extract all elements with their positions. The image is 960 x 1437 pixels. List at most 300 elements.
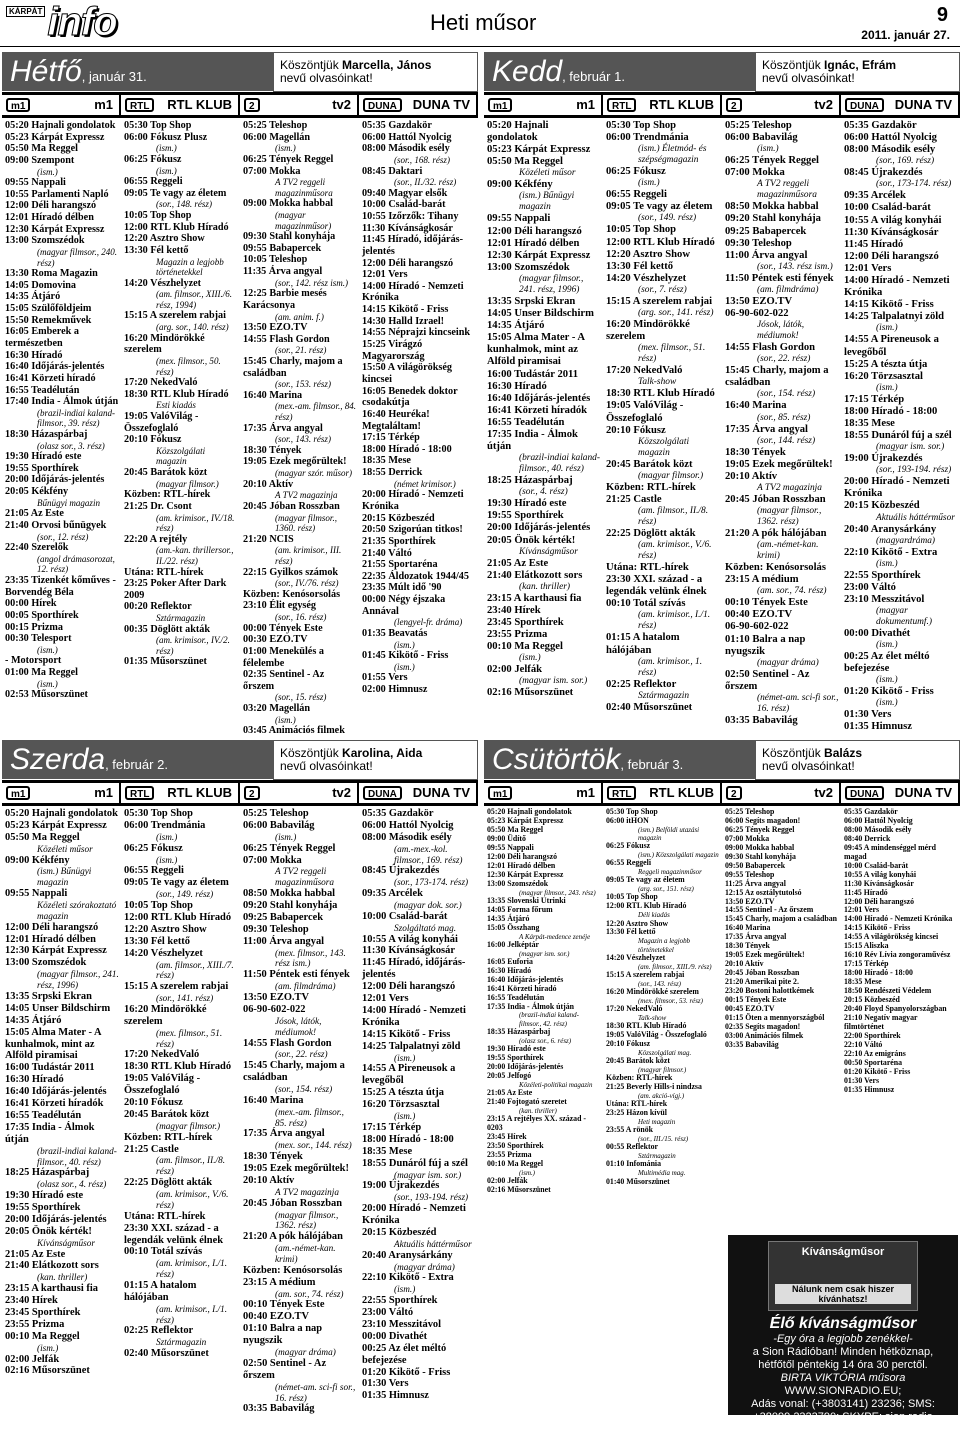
programme-title: 20:45 Jóban Rosszban — [243, 500, 340, 512]
programme-entry — [484, 1072, 601, 1089]
programme-entry — [2, 429, 119, 451]
programme-detail: Közéleti-politikai magazin — [519, 1080, 593, 1089]
day-title: Hétfő — [10, 55, 82, 88]
programme-detail: (sor., 4. rész) — [519, 487, 568, 498]
programme-title: 22:25 Döglött akták — [124, 1177, 213, 1189]
programme-entry — [603, 954, 720, 971]
programme-entry — [841, 582, 958, 594]
programme-title: 23:35 Tizenkét kőműves - Borvendég Béla — [5, 575, 116, 598]
programme-title: 14:55 A világörökség kincsei — [844, 932, 939, 942]
programme-title: 19:30 Híradó este — [5, 451, 82, 463]
programme-detail: (am. akció-vígj.) — [638, 1092, 685, 1101]
programme-title: 05:50 Ma Reggel — [487, 824, 544, 834]
programme-detail: (am. filmsor., XIII./6. rész, 1994) — [156, 289, 233, 310]
channel-column — [841, 808, 958, 1195]
programme-entry — [2, 945, 119, 957]
programme-title: 06:00 Hattól Nyolcig — [844, 132, 937, 144]
programme-title: 08:40 Derrick — [844, 833, 891, 843]
programme-detail: (sor., 173-174. rész) — [394, 877, 469, 888]
programme-entry — [240, 567, 357, 589]
programme-entry — [240, 589, 357, 601]
programme-title: 16:00 Tudástár 2011 — [487, 368, 579, 380]
channel-bar — [2, 92, 478, 118]
programme-detail: (am. krimisor., I./1. rész) — [638, 610, 711, 632]
programme-entry — [484, 320, 601, 332]
ad-line: a Sion Rádióban! Minden hétköznap, — [752, 1346, 934, 1358]
programme-title: 01:15 A hatalom hálójában — [124, 1279, 197, 1303]
programme-title: 17:20 NekedValó — [124, 377, 198, 389]
programme-title: 17:35 India - Álmok útján — [5, 1121, 95, 1145]
programme-title: 13:00 Szomszédok — [487, 878, 549, 888]
programme-entry — [603, 482, 720, 494]
programme-title: 09:40 Magyar elsők — [362, 187, 448, 199]
programme-entry — [722, 1041, 839, 1050]
programme-title: 09:35 Arcélek — [844, 190, 906, 202]
programme-entry — [359, 820, 476, 832]
programme-entry — [2, 610, 119, 622]
programme-title: 16:55 Teadélután — [487, 416, 565, 428]
programme-entry — [240, 132, 357, 154]
programme-entry — [121, 132, 238, 154]
programme-title: 12:01 Híradó délben — [487, 237, 580, 249]
programme-title: 15:25 A tészta útja — [844, 358, 928, 370]
programme-detail: (magyardráma) — [876, 535, 936, 546]
programme-title: Közben: Kenósorsolás — [243, 1264, 343, 1276]
programme-title: 05:23 Kárpát Expressz — [487, 815, 564, 825]
programme-title: 19:30 Híradó este — [487, 1043, 546, 1053]
programme-title: 21:25 Dr. Csont — [124, 500, 192, 512]
programme-entry — [359, 166, 476, 188]
programme-entry — [359, 934, 476, 946]
programme-title: 22:10 Az emigráns — [844, 1048, 906, 1058]
programme-title: 07:00 Mokka — [725, 167, 785, 179]
programme-title: 01:35 Himnusz — [844, 721, 912, 733]
programme-entry — [841, 844, 958, 862]
programme-detail: A TV2 magazinja — [275, 490, 338, 501]
programme-title: 03:35 Babavilág — [725, 1039, 779, 1049]
programme-title: 10:55 A világ konyhái — [362, 933, 458, 945]
programme-entry — [240, 166, 357, 199]
programme-title: 11:35 Árva angyal — [243, 266, 323, 278]
programme-entry — [2, 200, 119, 212]
programme-entry — [359, 1307, 476, 1319]
programme-detail: Szolgáltató mag. — [394, 922, 457, 933]
programme-detail: (ism.) — [156, 165, 177, 176]
channel-header — [121, 783, 238, 803]
programme-entry — [2, 132, 119, 144]
programme-entry — [722, 447, 839, 459]
programme-entry — [484, 664, 601, 687]
programme-detail: Közéleti szórakoztató magazin — [37, 900, 117, 921]
programme-title: 08:45 Újrakezdés — [362, 865, 440, 877]
programme-entry — [722, 609, 839, 621]
programme-entry — [2, 542, 119, 575]
programme-title: 09:20 Stahl konyhája — [725, 213, 821, 225]
programme-title: Utána: RTL-hírek — [124, 1210, 206, 1222]
programme-title: 05:50 Ma Reggel — [487, 156, 563, 168]
programme-title: 11:30 Kívánságkosár — [362, 945, 455, 957]
programme-entry — [484, 308, 601, 320]
programme-entry — [484, 156, 601, 179]
programme-title: 15:45 Charly, majom a családban — [243, 1060, 345, 1084]
programme-entry — [359, 467, 476, 489]
channel-header — [2, 783, 119, 803]
programme-detail: A TV2 reggeli magazinműsora — [275, 866, 335, 888]
channel-header — [841, 783, 958, 803]
programme-title: 21:25 Beverly Hills-i nindzsa — [606, 1082, 702, 1092]
programme-detail: Jósok, látók, médiumok! — [757, 320, 805, 342]
programme-detail: (sor., 153. rész) — [275, 379, 331, 390]
ad-line: WWW.SIONRADIO.EU; — [784, 1385, 902, 1397]
programme-entry — [121, 578, 238, 601]
programme-entry — [121, 1073, 238, 1097]
issue-date: 2011. január 27. — [861, 28, 950, 42]
programme-entry — [240, 843, 357, 855]
programme-title: 05:35 Gazdakör — [844, 120, 917, 131]
programme-title: 19:55 Sporthírek — [487, 510, 564, 522]
programme-entry — [722, 308, 839, 342]
programme-title: 18:00 Híradó - 18:00 — [362, 443, 452, 455]
programme-entry — [2, 633, 119, 655]
programme-detail: A TV2 reggeli magazinműsora — [757, 179, 817, 201]
programme-entry — [240, 646, 357, 669]
programme-detail: (sor., 85. rész) — [757, 412, 811, 423]
channel-logo-icon: m1 — [488, 786, 512, 800]
channel-name: m1 — [576, 785, 595, 800]
programme-title: 12:01 Vers — [362, 269, 408, 281]
programme-detail: (ism.) — [37, 678, 58, 689]
programme-entry — [359, 327, 476, 339]
programme-title: 06:00 Hattól Nyolcig — [362, 131, 452, 143]
programme-title: 19:05 Ezek megőrültek! — [243, 1163, 349, 1175]
programme-detail: (sor., III./15. rész) — [638, 1135, 689, 1144]
programme-detail: (am. filmsor., II./8. rész) — [638, 505, 709, 527]
programme-entry — [359, 316, 476, 328]
programme-title: 01:15 A hatalom hálójában — [606, 632, 680, 656]
programme-title: 20:45 Jóban Rosszban — [243, 1197, 343, 1209]
programme-title: 05:25 Teleshop — [725, 807, 775, 816]
programme-detail: (magyar filmsor., 1362. rész) — [757, 505, 822, 527]
programme-title: 02:00 Jelfák — [487, 1175, 528, 1185]
programme-entry — [841, 418, 958, 430]
programme-title: 02:25 Reflektor — [606, 678, 677, 690]
programme-title: 18:30 RTL Klub Híradó — [606, 388, 715, 400]
programme-title: 10:00 Család-barát — [362, 910, 448, 922]
programme-detail: (ism.) — [394, 1052, 416, 1063]
programme-title: 15:15 A szerelem rabjai — [124, 981, 229, 993]
channel-header — [121, 95, 238, 115]
programme-entry — [359, 1005, 476, 1029]
programme-title: Közben: RTL-hírek — [606, 481, 696, 493]
programme-title: 06:25 Fókusz — [606, 841, 651, 851]
programme-entry — [841, 311, 958, 334]
programme-entry — [484, 1160, 601, 1177]
programme-title: 10:00 Család-barát — [844, 860, 909, 870]
programme-entry — [841, 144, 958, 167]
programme-detail: (sor., 12. rész) — [37, 531, 89, 542]
programme-entry — [841, 476, 958, 500]
programme-detail: (sor., 143. rész ism.) — [757, 261, 833, 272]
programme-entry — [603, 528, 720, 562]
day-date: , január 31. — [81, 69, 147, 84]
programme-title: 09:00 Szempont — [5, 154, 75, 166]
programme-entry — [121, 900, 238, 912]
programme-title: 05:35 Gazdakör — [362, 120, 432, 131]
programme-title: 23:55 Prizma — [5, 1318, 65, 1330]
programme-title: 20:00 Időjárás-jelentés — [487, 1061, 564, 1071]
programme-entry — [841, 190, 958, 202]
programme-title: 16:55 Teadélután — [5, 384, 80, 396]
programme-entry — [484, 250, 601, 262]
programme-detail: (am. krimisor., III. rész) — [275, 545, 342, 566]
programme-entry — [359, 199, 476, 211]
programme-entry — [359, 957, 476, 981]
programme-title: 06-90-602-022 — [725, 621, 789, 633]
programme-detail: (ism.) — [876, 323, 898, 334]
programme-title: 17:15 Térkép — [844, 959, 889, 969]
nameday-greeting-end: nevű olvasóinkat! — [762, 759, 855, 773]
programme-title: 12:30 Kárpát Expressz — [5, 945, 107, 957]
programme-title: 09:55 Teleshop — [725, 869, 775, 879]
nameday-greeting: Köszöntjük — [280, 58, 339, 72]
programme-title: 22:00 Sporthírek — [844, 1030, 901, 1040]
programme-entry — [603, 842, 720, 859]
programme-entry — [722, 669, 839, 715]
programme-title: 12:01 Vers — [362, 993, 409, 1005]
programme-entry — [359, 1087, 476, 1099]
programme-entry — [603, 249, 720, 261]
programme-title: 13:35 Srpski Ekran — [5, 990, 92, 1002]
programme-title: 20:45 Jóban Rosszban — [725, 968, 800, 978]
programme-entry — [240, 1151, 357, 1163]
programme-detail: Sztármagazin — [156, 613, 206, 624]
programme-entry — [359, 339, 476, 362]
programme-entry — [359, 211, 476, 223]
programme-entry — [484, 1003, 601, 1028]
programme-title: 02:40 Műsorszünet — [606, 701, 693, 713]
programme-detail: (am. sor., 74. rész) — [757, 586, 827, 597]
programme-entry — [603, 425, 720, 459]
programme-entry — [359, 513, 476, 525]
ad-banner-bottom: Nálunk nem csak hiszer kívánhatsz! — [775, 1284, 911, 1304]
programme-entry — [121, 1280, 238, 1325]
programme-entry — [484, 641, 601, 664]
programme-entry — [841, 202, 958, 214]
day-block — [2, 740, 478, 1415]
programme-title: 05:50 Ma Reggel — [5, 831, 80, 843]
programme-title: 22:10 Kikötő - Extra — [362, 1272, 454, 1284]
programme-entry — [2, 189, 119, 201]
programme-title: 14:55 Néprajzi kincseink — [362, 327, 471, 339]
programme-title: 09:45 A mindenséggel mérd magad — [844, 842, 936, 861]
programme-title: 10:55 A világ konyhái — [844, 214, 942, 226]
programme-title: 23:30 XXI. század - a legendák velünk élnek — [124, 1222, 224, 1246]
programme-title: 21:55 Sportaréna — [362, 559, 438, 571]
programme-entry — [2, 622, 119, 634]
programme-title: 20:10 Aktív — [725, 959, 764, 969]
programme-entry — [121, 1348, 238, 1360]
ad-banner-top: Kívánságműsor — [801, 1246, 885, 1258]
programme-title: 21:20 NCIS — [243, 533, 294, 545]
programme-detail: (ism.) — [757, 144, 779, 155]
programme-title: 12:00 Déli harangszó — [5, 200, 97, 212]
programme-entry — [121, 1325, 238, 1348]
programme-title: 09:00 Mokka habbal — [725, 842, 795, 852]
programme-entry — [240, 1403, 357, 1415]
programme-entry — [2, 1074, 119, 1086]
programme-detail: (arg. sor., 151. rész) — [638, 885, 694, 894]
programme-title: 02:25 Reflektor — [124, 1325, 194, 1337]
programme-entry — [2, 474, 119, 486]
programme-title: 16:40 Marina — [725, 400, 787, 412]
programme-title: 20:15 Közbeszéd — [362, 1226, 437, 1238]
programme-title: 14:25 Talpalatnyi zöld — [362, 1040, 461, 1052]
programme-entry — [603, 598, 720, 632]
programme-title: 00:10 Tények Este — [725, 597, 808, 609]
programme-title: 16:41 Körzeti híradók — [5, 1098, 104, 1110]
programme-title: 11:30 Kívánságkosár — [844, 878, 914, 888]
programme-title: 20:40 Aranysárkány — [844, 523, 937, 535]
programme-entry — [359, 628, 476, 650]
programme-title: 01:10 Balra a nap nyugszik — [725, 633, 806, 657]
programme-detail: (sor., 193-194. rész) — [394, 1192, 469, 1203]
programme-title: 16:20 Törzsasztal — [362, 1099, 440, 1111]
programme-entry — [603, 261, 720, 273]
programme-detail: (mex.-am. filmsor., 85. rész) — [275, 1106, 344, 1128]
programme-detail: (német-am. sci-fi sor., 16. rész) — [275, 1381, 356, 1403]
programme-title: 23:15 A karthausi fia — [5, 1283, 98, 1295]
programme-title: 05:35 Gazdakör — [844, 807, 898, 816]
channel-header — [240, 95, 357, 115]
programme-detail: Jósok, látók, médiumok! — [275, 1015, 322, 1037]
programme-title: 21:05 Az Este — [5, 1248, 66, 1260]
programme-title: 10:05 Teleshop — [243, 254, 308, 266]
programme-entry — [121, 278, 238, 311]
programme-title: 18:55 Dunáról fúj a szél — [844, 430, 952, 442]
programme-title: 00:35 Döglött akták — [124, 623, 211, 635]
programme-title: 23:50 Sporthírek — [487, 1140, 544, 1150]
programme-entry — [2, 1331, 119, 1354]
programme-title: 05:23 Kárpát Expressz — [487, 144, 591, 156]
programme-title: 20:15 Közbeszéd — [844, 995, 900, 1005]
programme-entry — [121, 489, 238, 501]
programme-title: 09:55 Nappali — [5, 177, 66, 189]
programme-entry — [121, 411, 238, 434]
programme-title: 00:00 Divathét — [844, 628, 911, 639]
programme-title: 20:15 Közbeszéd — [362, 512, 435, 524]
channel-column — [359, 120, 476, 737]
programme-title: 18:35 Házaspárbaj — [487, 1026, 551, 1036]
programme-title: 09:05 Te vagy az életem — [124, 877, 229, 889]
programme-title: 16:30 Híradó — [487, 380, 547, 392]
programme-entry — [121, 843, 238, 866]
programme-title: 09:05 Te vagy az életem — [606, 201, 713, 213]
programme-detail: (ism.) Életmód- és szépségmagazin — [638, 144, 707, 166]
programme-detail: (sor., 149. rész) — [638, 213, 697, 224]
nameday-box — [755, 740, 960, 780]
programme-title: Közben: RTL-hírek — [606, 1073, 673, 1083]
programme-detail: Magazin a legjobb történetekkel — [156, 256, 224, 278]
programme-title: 23:25 Poker After Dark 2009 — [124, 578, 227, 601]
programme-title: 23:15 A rejtélyes XX. század - 0203 — [487, 1113, 586, 1132]
day-header — [2, 52, 478, 92]
programme-title: 23:30 XXI. század - a legendák velünk élnek — [606, 574, 707, 598]
programme-title: 13:30 Fél kettő — [606, 260, 674, 272]
programme-title: 19:05 Ezek megőrültek! — [725, 950, 805, 960]
programme-entry — [240, 322, 357, 334]
programme-title: 14:15 Kikötő - Friss — [362, 1028, 451, 1040]
programme-title: 10:00 Család-barát — [362, 199, 446, 211]
programme-entry — [359, 993, 476, 1005]
programme-title: 06:55 Reggeli — [124, 176, 183, 188]
programme-entry — [2, 1295, 119, 1307]
programme-entry — [484, 880, 601, 897]
programme-entry — [240, 936, 357, 970]
programme-title: 09:50 Babapercek — [725, 860, 786, 870]
programme-detail: (ism.) Bűnügyi magazin — [519, 191, 575, 213]
channel-header — [603, 783, 720, 803]
programme-entry — [603, 1160, 720, 1177]
programme-entry — [603, 859, 720, 876]
programme-entry — [603, 459, 720, 482]
programme-detail: (kan. thriller) — [37, 1272, 88, 1283]
programme-title: 06:00 Fókusz Plusz — [124, 131, 208, 143]
programme-entry — [359, 1378, 476, 1390]
programme-title: 05:30 Top Shop — [606, 807, 658, 816]
programme-title: 11:00 Árva angyal — [243, 935, 325, 947]
programme-entry — [722, 273, 839, 296]
programme-title: 10:05 Top Shop — [606, 892, 658, 902]
programme-title: 12:01 Híradó délben — [5, 933, 96, 945]
programme-detail: Bűnügyi magazin — [37, 497, 100, 508]
programme-entry — [841, 120, 958, 132]
day-header — [2, 740, 478, 780]
programme-title: 05:30 Top Shop — [124, 808, 193, 819]
programme-detail: (ism.) — [638, 178, 660, 189]
programme-entry — [359, 559, 476, 571]
schedule-columns — [2, 808, 478, 1415]
programme-title: 14:35 Átjáró — [487, 320, 545, 332]
programme-title: 14:00 Híradó - Nemzeti Krónika — [362, 280, 464, 304]
channel-name: m1 — [94, 785, 113, 800]
programme-title: 14:05 Forma főrum — [487, 904, 553, 914]
programme-title: 16:40 Marina — [725, 923, 771, 933]
programme-title: 22:55 Sporthírek — [362, 1295, 438, 1307]
programme-detail: (ism.) — [394, 1111, 416, 1122]
programme-detail: A TV2 magazinja — [275, 1186, 339, 1197]
programme-title: 12:00 Déli harangszó — [844, 250, 939, 262]
programme-title: 09:25 Babapercek — [725, 225, 807, 237]
programme-title: 02:53 Műsorszünet — [5, 689, 88, 701]
programme-title: 11:30 Kívánságkosár — [362, 222, 453, 234]
programme-title: 16:20 Mindörökké szerelem — [124, 332, 205, 356]
programme-entry — [121, 1223, 238, 1247]
programme-detail: (sor., 168. rész) — [394, 154, 450, 165]
programme-entry — [240, 1231, 357, 1265]
programme-entry — [359, 1250, 476, 1273]
programme-title: 18:30 Tények — [725, 446, 786, 458]
programme-detail: Multimédia mag. — [638, 1169, 686, 1178]
programme-detail: (sor., 144. rész) — [757, 435, 816, 446]
programme-entry — [240, 231, 357, 243]
programme-title: 20:00 Híradó - Nemzeti Krónika — [844, 476, 950, 500]
programme-title: 12:00 Déli harangszó — [487, 225, 582, 237]
programme-title: 17:20 NekedValó — [124, 1049, 200, 1061]
programme-entry — [484, 498, 601, 510]
programme-entry — [722, 201, 839, 213]
programme-title: 20:10 Fókusz — [124, 1097, 183, 1109]
programme-title: 18:30 Tények — [725, 941, 770, 951]
